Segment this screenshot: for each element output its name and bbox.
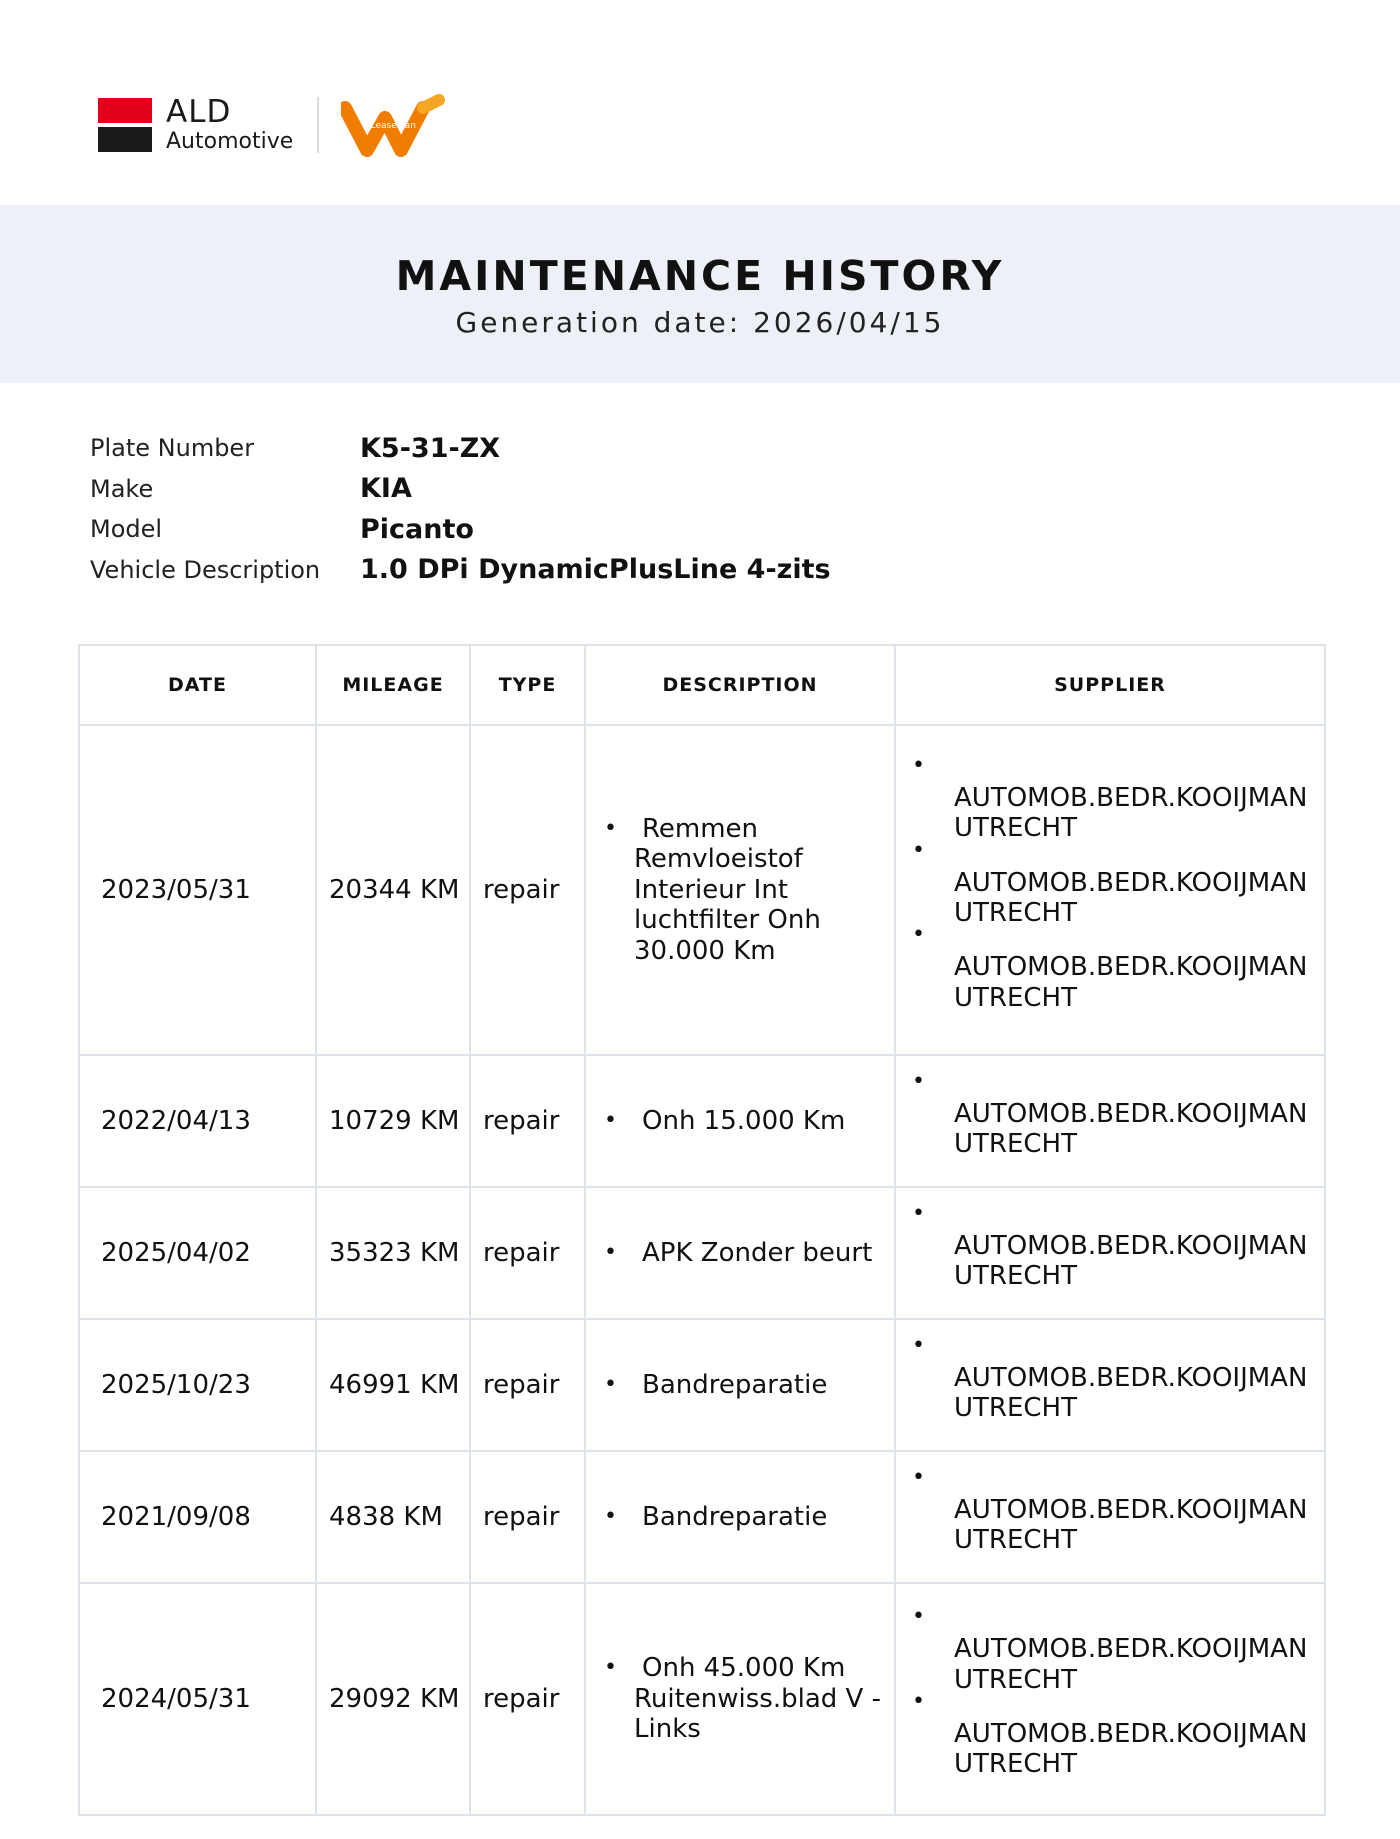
table-row: [79, 1187, 1325, 1319]
cell-type: repair: [470, 1319, 585, 1451]
bullet-icon: •: [912, 837, 925, 863]
cell-supplier: [895, 1451, 1325, 1583]
cell-type: repair: [470, 1055, 585, 1187]
title-band: [0, 205, 1400, 383]
vehicle-value: Picanto: [360, 513, 474, 545]
logo-bar: [98, 92, 445, 158]
supplier-item: [912, 922, 1320, 1013]
bullet-icon: •: [912, 1068, 925, 1094]
vehicle-row-plate: [90, 428, 831, 469]
supplier-text: AUTOMOB.BEDR.KOOIJMAN UTRECHT: [954, 1719, 1308, 1780]
supplier-item: [912, 1200, 1320, 1292]
cell-mileage: 46991 KM: [316, 1319, 470, 1451]
supplier-item: [912, 1332, 1320, 1424]
cell-date: 2022/04/13: [79, 1055, 316, 1187]
cell-description: [585, 1055, 895, 1187]
generation-date: Generation date: 2026/04/15: [455, 306, 945, 339]
bullet-icon: •: [912, 1464, 925, 1490]
cell-supplier: [895, 1055, 1325, 1187]
vehicle-label: Make: [90, 474, 154, 503]
supplier-text: AUTOMOB.BEDR.KOOIJMAN UTRECHT: [954, 1362, 1308, 1423]
bullet-icon: •: [912, 1604, 925, 1630]
supplier-text: AUTOMOB.BEDR.KOOIJMAN UTRECHT: [954, 867, 1308, 928]
vehicle-value: K5-31-ZX: [360, 432, 501, 464]
cell-supplier: [895, 1187, 1325, 1319]
cell-supplier: [895, 725, 1325, 1055]
description-text: Onh 45.000 Km Ruitenwiss.blad V - Links: [634, 1653, 881, 1745]
cell-description: [585, 1319, 895, 1451]
column-header-supplier: SUPPLIER: [895, 645, 1325, 725]
bullet-icon: •: [604, 1503, 617, 1529]
cell-type: repair: [470, 1187, 585, 1319]
cell-description: [585, 725, 895, 1055]
bullet-icon: •: [912, 922, 925, 948]
bullet-icon: •: [604, 815, 617, 841]
supplier-text: AUTOMOB.BEDR.KOOIJMAN UTRECHT: [954, 1098, 1308, 1159]
cell-date: 2021/09/08: [79, 1451, 316, 1583]
bullet-icon: •: [604, 1239, 617, 1265]
maintenance-table: [78, 644, 1326, 1816]
ald-logo-line2: Automotive: [166, 129, 294, 154]
vehicle-row-make: [90, 469, 831, 510]
supplier-item: [912, 1068, 1320, 1160]
cell-date: 2025/10/23: [79, 1319, 316, 1451]
supplier-item: [912, 752, 1320, 844]
cell-description: [585, 1187, 895, 1319]
column-header-description: DESCRIPTION: [585, 645, 895, 725]
bullet-icon: •: [604, 1655, 617, 1681]
ald-logo-mark: [98, 98, 152, 152]
cell-mileage: 20344 KM: [316, 725, 470, 1055]
supplier-text: AUTOMOB.BEDR.KOOIJMAN UTRECHT: [954, 782, 1308, 844]
vehicle-label: Vehicle Description: [90, 555, 321, 584]
ald-logo-text: [166, 94, 294, 154]
table-row: [79, 1451, 1325, 1583]
leaseplan-logo-word: LeasePlan: [370, 121, 416, 131]
vehicle-row-model: [90, 509, 831, 550]
cell-type: repair: [470, 1451, 585, 1583]
description-text: Bandreparatie: [642, 1501, 828, 1532]
bullet-icon: •: [604, 1371, 617, 1397]
leaseplan-logo: [341, 92, 445, 158]
vehicle-value: KIA: [360, 473, 412, 505]
description-text: APK Zonder beurt: [642, 1237, 873, 1268]
vehicle-value: 1.0 DPi DynamicPlusLine 4-zits: [360, 554, 831, 586]
table-row: [79, 1055, 1325, 1187]
cell-type: repair: [470, 725, 585, 1055]
supplier-item: [912, 837, 1320, 929]
description-text: Remmen Remvloeistof Interieur Int luchtfilter Onh 30.000 Km: [634, 813, 821, 966]
table-row: [79, 1583, 1325, 1815]
supplier-text: AUTOMOB.BEDR.KOOIJMAN UTRECHT: [954, 1494, 1308, 1555]
cell-mileage: 35323 KM: [316, 1187, 470, 1319]
description-text: Bandreparatie: [642, 1369, 828, 1400]
table-header-row: [79, 645, 1325, 725]
cell-description: [585, 1583, 895, 1815]
cell-type: repair: [470, 1583, 585, 1815]
vehicle-label: Plate Number: [90, 434, 255, 463]
cell-date: 2025/04/02: [79, 1187, 316, 1319]
cell-supplier: [895, 1583, 1325, 1815]
cell-mileage: 29092 KM: [316, 1583, 470, 1815]
bullet-icon: •: [912, 752, 925, 778]
supplier-text: AUTOMOB.BEDR.KOOIJMAN UTRECHT: [954, 1230, 1308, 1291]
supplier-item: [912, 1689, 1320, 1780]
bullet-icon: •: [912, 1689, 925, 1714]
supplier-text: AUTOMOB.BEDR.KOOIJMAN UTRECHT: [954, 952, 1308, 1013]
cell-supplier: [895, 1319, 1325, 1451]
supplier-text: AUTOMOB.BEDR.KOOIJMAN UTRECHT: [954, 1634, 1308, 1695]
description-text: Onh 15.000 Km: [642, 1105, 846, 1136]
vehicle-label: Model: [90, 515, 163, 544]
vehicle-info: [90, 428, 831, 590]
column-header-date: DATE: [79, 645, 316, 725]
vehicle-row-description: [90, 550, 831, 591]
logo-divider: [317, 97, 319, 153]
table-row: [79, 725, 1325, 1055]
cell-description: [585, 1451, 895, 1583]
bullet-icon: •: [604, 1107, 617, 1133]
bullet-icon: •: [912, 1332, 925, 1358]
cell-date: 2024/05/31: [79, 1583, 316, 1815]
supplier-item: [912, 1604, 1320, 1695]
column-header-type: TYPE: [470, 645, 585, 725]
cell-mileage: 4838 KM: [316, 1451, 470, 1583]
page-title: MAINTENANCE HISTORY: [395, 252, 1005, 300]
supplier-item: [912, 1464, 1320, 1556]
table-row: [79, 1319, 1325, 1451]
bullet-icon: •: [912, 1200, 925, 1226]
column-header-mileage: MILEAGE: [316, 645, 470, 725]
cell-mileage: 10729 KM: [316, 1055, 470, 1187]
cell-date: 2023/05/31: [79, 725, 316, 1055]
ald-logo-line1: ALD: [166, 94, 232, 130]
